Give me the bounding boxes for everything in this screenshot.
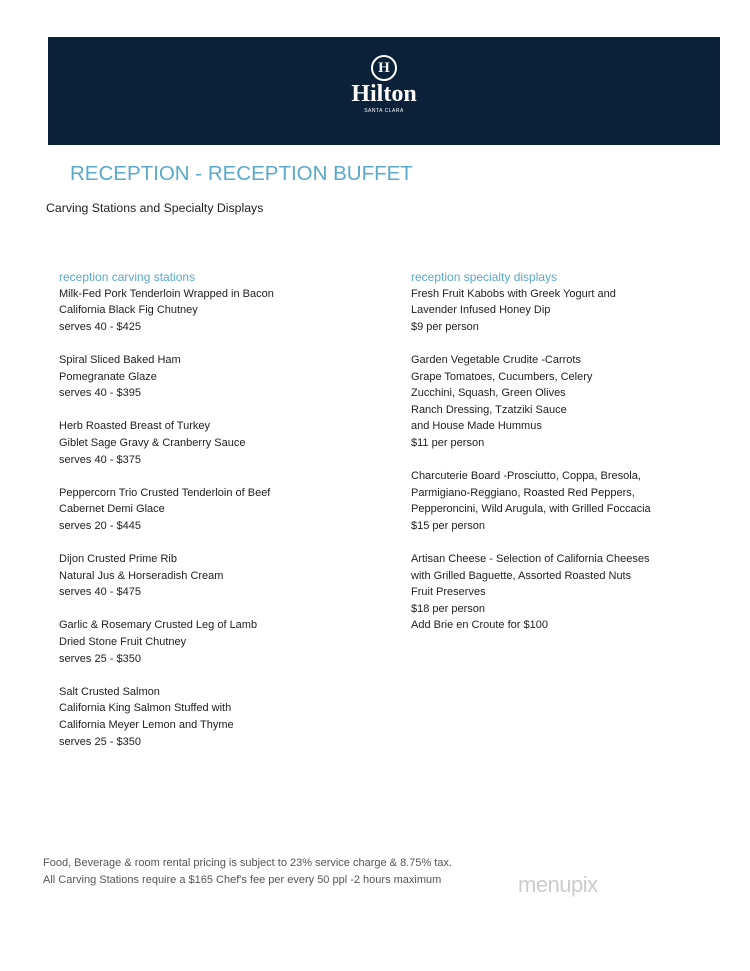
section-heading: reception carving stations xyxy=(59,270,196,284)
menu-item-line: $15 per person xyxy=(411,519,485,532)
menu-item-line: Lavender Infused Honey Dip xyxy=(411,304,551,317)
menu-item-line: serves 40 - $425 xyxy=(59,320,141,333)
menu-item-line: serves 40 - $475 xyxy=(59,586,141,599)
menu-item-line: Fruit Preserves xyxy=(411,586,486,599)
menu-item-line: Giblet Sage Gravy & Cranberry Sauce xyxy=(59,436,246,449)
menu-item xyxy=(59,551,274,601)
menu-item xyxy=(59,684,274,750)
menu-item-line: $18 per person xyxy=(411,602,485,615)
logo-name: Hilton xyxy=(351,81,417,107)
logo-subtitle: SANTA CLARA xyxy=(364,108,404,114)
menu-item-line: Zucchini, Squash, Green Olives xyxy=(411,387,566,400)
menu-item xyxy=(411,286,651,336)
menu-item-line: serves 25 - $350 xyxy=(59,652,141,665)
menu-item-line: serves 25 - $350 xyxy=(59,735,141,748)
specialty-displays-column xyxy=(411,269,651,651)
footer-note: All Carving Stations require a $165 Chef's fee per every 50 ppl -2 hours maximum xyxy=(43,874,442,886)
menu-item-line: Artisan Cheese - Selection of California Cheeses xyxy=(411,553,650,566)
page-subtitle: Carving Stations and Specialty Displays xyxy=(46,201,264,215)
menu-item-line: $9 per person xyxy=(411,320,479,333)
menu-item-line: Spiral Sliced Baked Ham xyxy=(59,353,181,366)
menu-item-line: Garden Vegetable Crudite -Carrots xyxy=(411,353,581,366)
menu-item xyxy=(411,352,651,452)
footer-note: Food, Beverage & room rental pricing is subject to 23% service charge & 8.75% tax. xyxy=(43,857,453,869)
menu-item-line: Milk-Fed Pork Tenderloin Wrapped in Bacon xyxy=(59,287,274,300)
hilton-h-icon: H xyxy=(371,55,397,81)
menu-item xyxy=(59,418,274,468)
menu-item-line: serves 40 - $375 xyxy=(59,453,141,466)
menu-item-line: Garlic & Rosemary Crusted Leg of Lamb xyxy=(59,619,258,632)
menu-item-line: Ranch Dressing, Tzatziki Sauce xyxy=(411,403,567,416)
menu-item-line: Dried Stone Fruit Chutney xyxy=(59,636,187,649)
menu-item-line: Grape Tomatoes, Cucumbers, Celery xyxy=(411,370,593,383)
menu-item-line: Cabernet Demi Glace xyxy=(59,503,165,516)
menu-item-line: Parmigiano-Reggiano, Roasted Red Peppers, xyxy=(411,486,635,499)
menu-item-line: and House Made Hummus xyxy=(411,420,542,433)
menu-item-line: Salt Crusted Salmon xyxy=(59,685,160,698)
menu-item-line: California Meyer Lemon and Thyme xyxy=(59,719,234,732)
menu-item xyxy=(411,551,651,634)
menu-item-line: Pomegranate Glaze xyxy=(59,370,157,383)
menu-item-line: California King Salmon Stuffed with xyxy=(59,702,232,715)
menu-item xyxy=(59,485,274,535)
menu-item-line: serves 40 - $395 xyxy=(59,387,141,400)
section-heading: reception specialty displays xyxy=(411,270,558,284)
menu-item xyxy=(59,617,274,667)
menu-item xyxy=(411,468,651,534)
menu-item-line: Pepperoncini, Wild Arugula, with Grilled Foccacia xyxy=(411,503,651,516)
menu-item-line: serves 20 - $445 xyxy=(59,519,141,532)
menu-item xyxy=(59,352,274,402)
page-title: RECEPTION - RECEPTION BUFFET xyxy=(70,162,413,185)
carving-stations-column xyxy=(59,269,274,767)
menu-item-line: with Grilled Baguette, Assorted Roasted Nuts xyxy=(411,569,632,582)
menu-item-line: Herb Roasted Breast of Turkey xyxy=(59,420,211,433)
menu-item-line: California Black Fig Chutney xyxy=(59,304,198,317)
header-banner xyxy=(48,37,720,145)
menupix-watermark: menupix xyxy=(518,872,598,897)
menu-item-line: Charcuterie Board -Prosciutto, Coppa, Bresola, xyxy=(411,470,641,483)
menu-item-line: Peppercorn Trio Crusted Tenderloin of Beef xyxy=(59,486,271,499)
menu-item-line: Natural Jus & Horseradish Cream xyxy=(59,569,224,582)
menu-item-line: Add Brie en Croute for $100 xyxy=(411,619,548,632)
menu-item-line: Fresh Fruit Kabobs with Greek Yogurt and xyxy=(411,287,616,300)
menu-item-line: Dijon Crusted Prime Rib xyxy=(59,553,177,566)
menu-item xyxy=(59,286,274,336)
footer-notes xyxy=(43,855,452,889)
hilton-logo xyxy=(48,55,720,115)
menu-item-line: $11 per person xyxy=(411,436,485,449)
